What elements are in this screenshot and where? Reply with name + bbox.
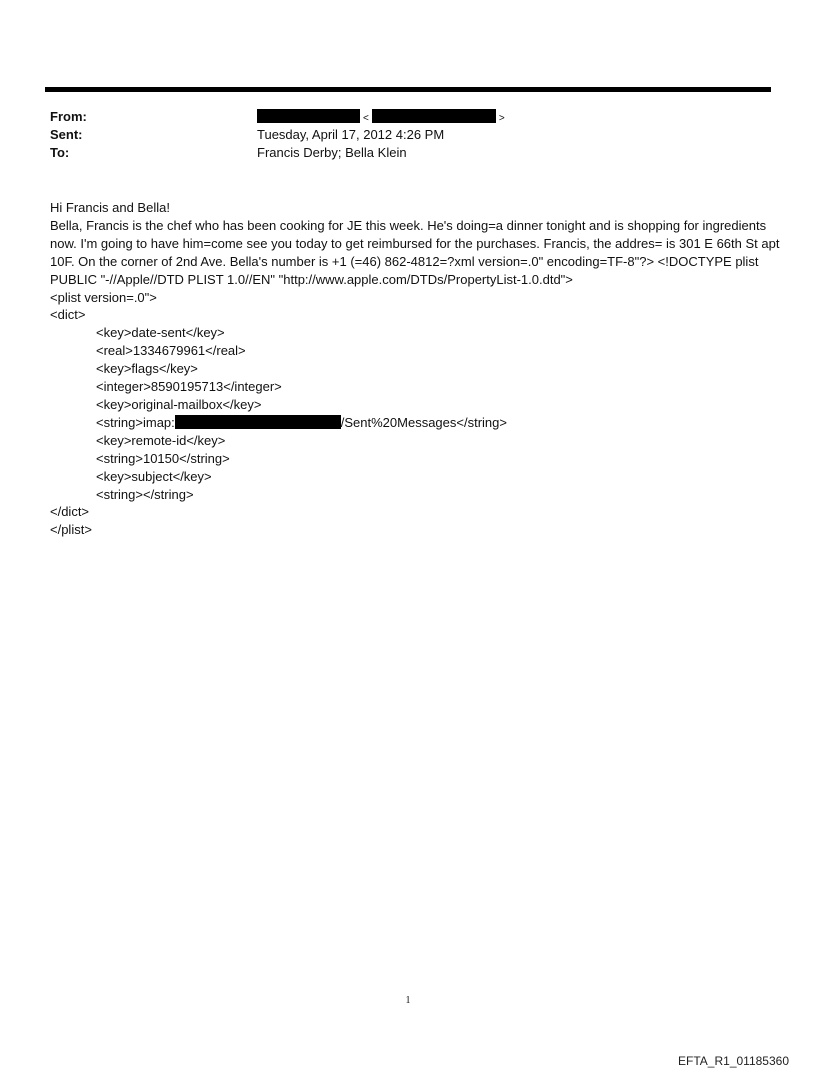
email-body (50, 199, 780, 539)
header-rule (45, 87, 771, 92)
to-row (50, 144, 770, 162)
plist-line: <key>flags</key> (96, 361, 198, 377)
greeting: Hi Francis and Bella! (50, 200, 170, 215)
to-value: Francis Derby; Bella Klein (257, 145, 407, 160)
plist-line: <key>remote-id</key> (96, 432, 226, 448)
from-label: From: (50, 109, 87, 124)
plist-line: <string>10150</string> (96, 450, 230, 466)
body-paragraph: Bella, Francis is the chef who has been cooking for JE this week. He's doing=a dinner tonight and is shopping for ingredients now. I'm going to have him=come see you today to get reimbursed for the purchases. Francis, the addres= is 301 E 66th St apt 10F. On the corner of 2nd Ave. Bella's number is +1 (=46) 862-4812=?xml version=.0" encoding=TF-8"?> <!DOCTYPE plist PUBLIC "-//Apple//DTD PLIST 1.0//EN" "http://www.apple.com/DTDs/PropertyList-1.0.dtd"> (50, 217, 780, 287)
from-row (50, 108, 770, 126)
dict-open-tag: <dict> (50, 307, 86, 323)
plist-close-tag: </plist> (50, 522, 92, 538)
sent-row (50, 126, 770, 144)
redacted-imap-account (175, 415, 341, 429)
email-header (50, 108, 770, 162)
from-open-bracket: < (363, 113, 369, 124)
from-close-bracket: > (498, 113, 505, 124)
plist-line: <real>1334679961</real> (96, 343, 246, 359)
plist-line: <key>date-sent</key> (96, 325, 225, 341)
dict-close-tag: </dict> (50, 504, 90, 520)
from-value (257, 108, 508, 128)
redacted-sender-name (257, 109, 360, 123)
to-label: To: (50, 145, 70, 160)
imap-suffix: /Sent%20Messages</string> (340, 414, 507, 430)
imap-string-line (96, 414, 780, 432)
sent-label: Sent: (50, 127, 83, 142)
page-number: 1 (405, 995, 411, 1006)
plist-open-tag: <plist version=.0"> (50, 289, 157, 305)
sent-value: Tuesday, April 17, 2012 4:26 PM (257, 127, 445, 142)
plist-line: <key>subject</key> (96, 468, 212, 484)
plist-line: <string></string> (96, 486, 194, 502)
plist-line: <integer>8590195713</integer> (96, 379, 282, 395)
imap-prefix: <string>imap: (96, 414, 175, 430)
redacted-sender-email (372, 109, 496, 123)
plist-line: <key>original-mailbox</key> (96, 396, 262, 412)
dict-contents (50, 324, 780, 503)
bates-number: EFTA_R1_01185360 (678, 1054, 789, 1068)
